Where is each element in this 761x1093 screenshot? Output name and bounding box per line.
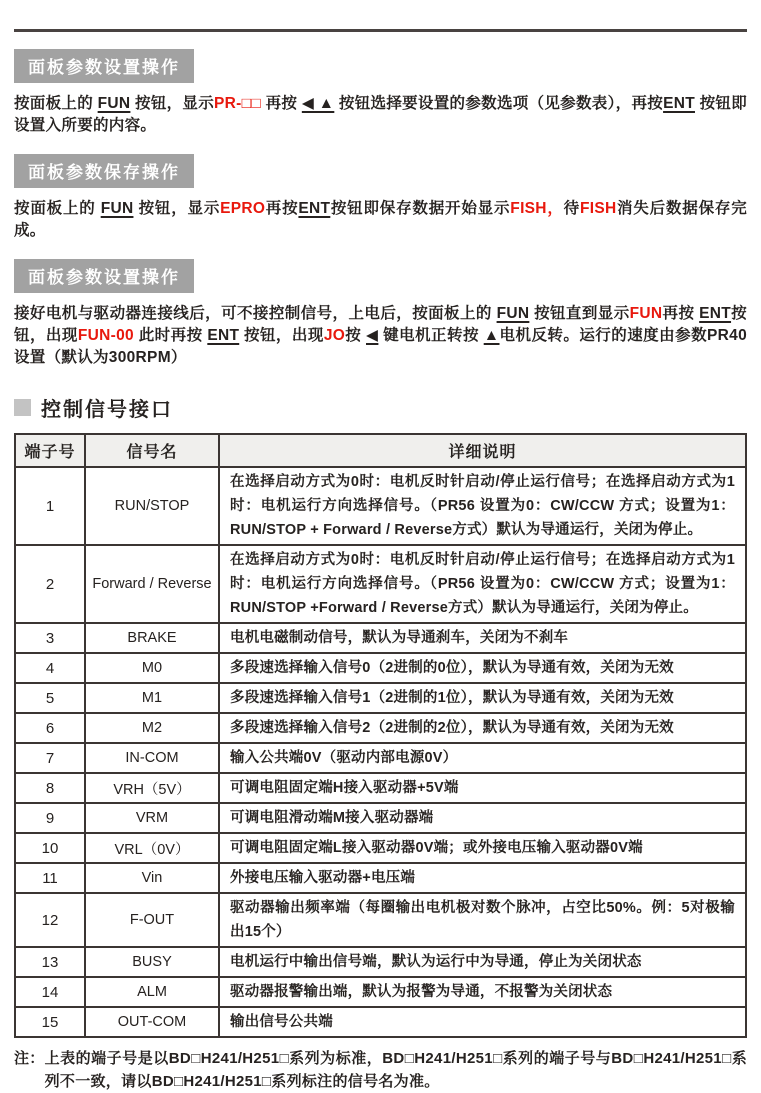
section-panel-param-setting-2 — [14, 242, 747, 369]
control-signal-heading — [14, 393, 747, 422]
header-description: 详细说明 — [219, 434, 746, 467]
cell-signal-name: VRH（5V） — [85, 773, 219, 803]
cell-signal-name: Forward / Reverse — [85, 545, 219, 623]
cell-signal-name: IN-COM — [85, 743, 219, 773]
highlight-red-text: PR-□□ — [214, 95, 261, 112]
table-row — [15, 743, 746, 773]
cell-terminal-no: 14 — [15, 977, 85, 1007]
cell-signal-name: VRM — [85, 803, 219, 833]
plain-text: 按钮选择要设置的参数选项（见参数表），再按 — [334, 95, 664, 112]
plain-text: 按钮即保存数据开始显示 — [330, 200, 511, 217]
plain-text: 按 — [345, 327, 366, 344]
table-row — [15, 803, 746, 833]
section-paragraph — [14, 93, 747, 137]
cell-signal-name: OUT-COM — [85, 1007, 219, 1037]
table-row — [15, 773, 746, 803]
underlined-key-text: ▲ — [483, 327, 500, 344]
cell-signal-name: BRAKE — [85, 623, 219, 653]
underlined-key-text: ENT — [663, 95, 695, 112]
plain-text: 再按 — [260, 95, 302, 112]
cell-signal-name: Vin — [85, 863, 219, 893]
plain-text: 按钮，显示 — [133, 200, 221, 217]
cell-description: 可调电阻滑动端M接入驱动器端 — [219, 803, 746, 833]
underlined-key-text: FUN — [100, 200, 134, 217]
cell-description: 多段速选择输入信号1（2进制的1位），默认为导通有效，关闭为无效 — [219, 683, 746, 713]
section-paragraph — [14, 198, 747, 242]
cell-terminal-no: 6 — [15, 713, 85, 743]
footnote-label: 注： — [14, 1050, 45, 1067]
plain-text: 按面板上的 — [14, 200, 101, 217]
cell-signal-name: RUN/STOP — [85, 467, 219, 545]
plain-text: 待 — [563, 200, 580, 217]
section-badge: 面板参数设置操作 — [14, 49, 194, 83]
table-row — [15, 863, 746, 893]
section-panel-param-save — [14, 137, 747, 242]
manual-page — [0, 29, 761, 1093]
underlined-key-text: ENT — [699, 305, 732, 322]
cell-signal-name: ALM — [85, 977, 219, 1007]
cell-terminal-no: 15 — [15, 1007, 85, 1037]
cell-terminal-no: 2 — [15, 545, 85, 623]
underlined-key-text: ENT — [207, 327, 240, 344]
cell-terminal-no: 8 — [15, 773, 85, 803]
header-signal-name: 信号名 — [85, 434, 219, 467]
plain-text: 按钮，显示 — [130, 95, 215, 112]
highlight-red-text: EPRO — [220, 200, 266, 217]
cell-description: 可调电阻固定端L接入驱动器0V端；或外接电压输入驱动器0V端 — [219, 833, 746, 863]
cell-terminal-no: 12 — [15, 893, 85, 947]
cell-terminal-no: 9 — [15, 803, 85, 833]
cell-signal-name: M2 — [85, 713, 219, 743]
underlined-key-text: ◀ — [366, 327, 379, 344]
section-badge: 面板参数保存操作 — [14, 154, 194, 188]
cell-signal-name: F-OUT — [85, 893, 219, 947]
cell-description: 多段速选择输入信号0（2进制的0位），默认为导通有效，关闭为无效 — [219, 653, 746, 683]
plain-text: 按钮直到显示 — [529, 305, 630, 322]
cell-signal-name: M1 — [85, 683, 219, 713]
highlight-red-text: JO — [323, 327, 346, 344]
table-row — [15, 713, 746, 743]
table-row — [15, 833, 746, 863]
plain-text: 接好电机与驱动器连接线后，可不接控制信号，上电后，按面板上的 — [14, 305, 497, 322]
footnote-text: 上表的端子号是以BD□H241/H251□系列为标准，BD□H241/H251□系列的端子号与BD□H241/H251□系列不一致，请以BD□H241/H251□系列标注的信号名为准。 — [44, 1050, 747, 1090]
plain-text: 电机反转。运行的速度由参数PR40设置（默认为300RPM） — [14, 327, 747, 366]
cell-description: 输入公共端0V（驱动内部电源0V） — [219, 743, 746, 773]
cell-description: 驱动器输出频率端（每圈输出电机极对数个脉冲，占空比50%。例：5对极输出15个） — [219, 893, 746, 947]
table-head — [15, 434, 746, 467]
underlined-key-text: ENT — [298, 200, 331, 217]
cell-terminal-no: 13 — [15, 947, 85, 977]
cell-description: 驱动器报警输出端，默认为报警为导通，不报警为关闭状态 — [219, 977, 746, 1007]
footnote — [14, 1047, 747, 1093]
section-panel-param-setting-1 — [14, 32, 747, 137]
cell-description: 在选择启动方式为0时：电机反时针启动/停止运行信号；在选择启动方式为1时：电机运行方向选择信号。（PR56 设置为0：CW/CCW 方式；设置为1：RUN/STOP + Forward / Reverse方式）默认为导通运行，关闭为停止。 — [219, 467, 746, 545]
control-signal-heading-label: 控制信号接口 — [41, 399, 173, 421]
table-row — [15, 1007, 746, 1037]
cell-signal-name: BUSY — [85, 947, 219, 977]
underlined-key-text: ◀ ▲ — [301, 95, 335, 112]
table-row — [15, 683, 746, 713]
cell-signal-name: M0 — [85, 653, 219, 683]
cell-description: 可调电阻固定端H接入驱动器+5V端 — [219, 773, 746, 803]
highlight-red-text: FISH， — [510, 200, 564, 217]
plain-text: 键电机正转按 — [378, 327, 484, 344]
highlight-red-text: FISH — [579, 200, 617, 217]
square-bullet-icon — [14, 399, 31, 416]
table-row — [15, 977, 746, 1007]
cell-terminal-no: 3 — [15, 623, 85, 653]
plain-text: 再按 — [265, 200, 299, 217]
plain-text: 按面板上的 — [14, 95, 98, 112]
table-row — [15, 653, 746, 683]
plain-text: 消失后数据保存完成。 — [14, 200, 747, 239]
underlined-key-text: FUN — [496, 305, 530, 322]
table-header-row — [15, 434, 746, 467]
underlined-key-text: FUN — [97, 95, 131, 112]
table-row — [15, 623, 746, 653]
table-row — [15, 893, 746, 947]
table-row — [15, 467, 746, 545]
highlight-red-text: FUN-00 — [77, 327, 134, 344]
cell-terminal-no: 4 — [15, 653, 85, 683]
section-badge: 面板参数设置操作 — [14, 259, 194, 293]
cell-terminal-no: 10 — [15, 833, 85, 863]
table-row — [15, 545, 746, 623]
cell-terminal-no: 7 — [15, 743, 85, 773]
plain-text: 按钮，出现 — [14, 305, 747, 344]
section-paragraph — [14, 303, 747, 369]
cell-description: 在选择启动方式为0时：电机反时针启动/停止运行信号；在选择启动方式为1时：电机运行方向选择信号。（PR56 设置为0：CW/CCW 方式；设置为1：RUN/STOP +Forward / Reverse方式）默认为导通运行，关闭为停止。 — [219, 545, 746, 623]
plain-text: 此时再按 — [133, 327, 208, 344]
control-signal-table — [14, 433, 747, 1038]
table-row — [15, 947, 746, 977]
plain-text: 按钮即设置入所要的内容。 — [14, 95, 748, 134]
cell-description: 电机运行中输出信号端，默认为运行中为导通，停止为关闭状态 — [219, 947, 746, 977]
cell-description: 多段速选择输入信号2（2进制的2位），默认为导通有效，关闭为无效 — [219, 713, 746, 743]
highlight-red-text: FUN — [629, 305, 663, 322]
cell-terminal-no: 11 — [15, 863, 85, 893]
cell-signal-name: VRL（0V） — [85, 833, 219, 863]
cell-terminal-no: 1 — [15, 467, 85, 545]
cell-description: 电机电磁制动信号，默认为导通刹车，关闭为不刹车 — [219, 623, 746, 653]
plain-text: 按钮，出现 — [239, 327, 324, 344]
header-terminal-no: 端子号 — [15, 434, 85, 467]
plain-text: 再按 — [662, 305, 700, 322]
table-body — [15, 467, 746, 1037]
cell-description: 外接电压输入驱动器+电压端 — [219, 863, 746, 893]
cell-description: 输出信号公共端 — [219, 1007, 746, 1037]
cell-terminal-no: 5 — [15, 683, 85, 713]
